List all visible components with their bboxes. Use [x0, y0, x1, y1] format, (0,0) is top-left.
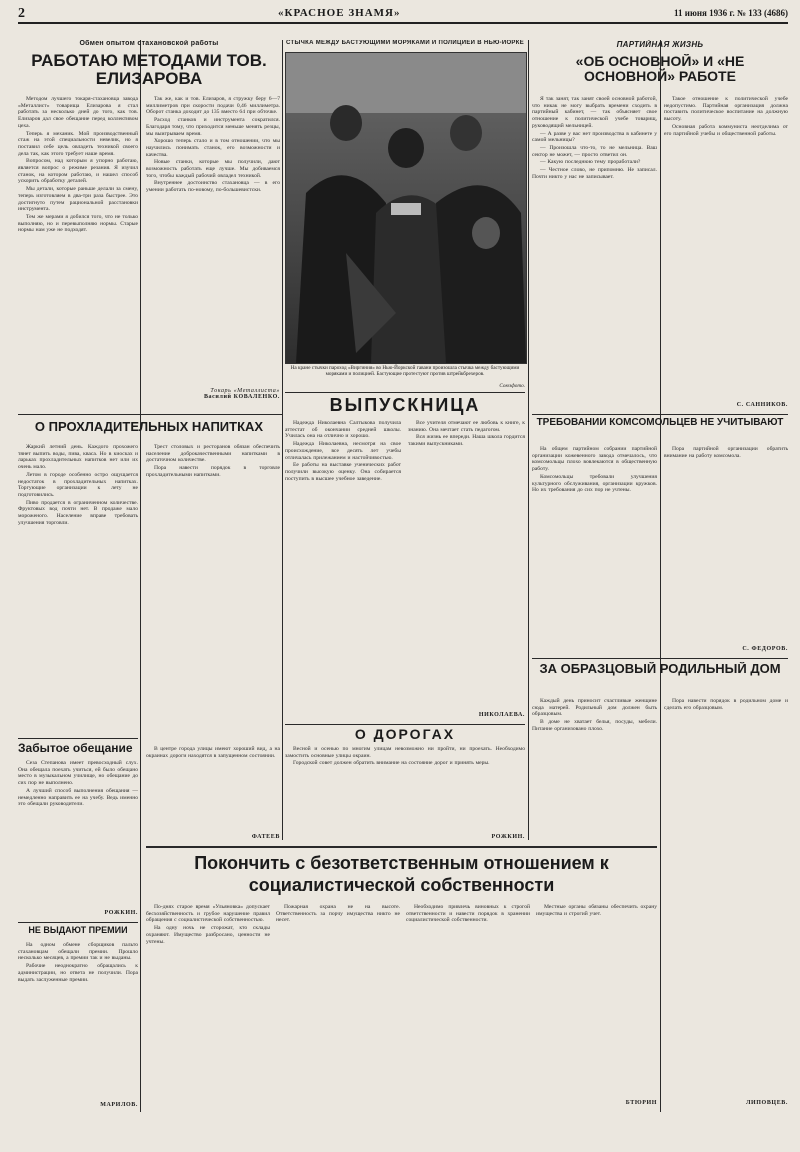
signature: БТЮРИН — [625, 1100, 657, 1106]
separator — [146, 846, 657, 848]
headline: О ПРОХЛАДИТЕЛЬНЫХ НАПИТКАХ — [34, 420, 264, 434]
kicker-text: СТЫЧКА МЕЖДУ БАСТУЮЩИМИ МОРЯКАМИ И ПОЛИЦИЕЙ В НЬЮ-ЙОРКЕ — [286, 40, 524, 46]
paragraph: — Произошла что-то, то не мельница. Ваш сектор не может, — просто ответил он. — [532, 144, 657, 158]
article4-title — [18, 926, 138, 940]
paragraph: Вопросом, над которым я упорно работаю, является вопрос о режиме резания. Я изучил станок, на котором работаю, и нашел способ ускорить обработку деталей. — [18, 158, 138, 185]
article10-body-col3 — [406, 904, 530, 1110]
article1-body-right — [146, 96, 280, 386]
photo-credit: Союзфото. — [499, 383, 525, 389]
paragraph: Рабочие неоднократно обращались к администрации, но ответа не получили. Пора выдать заслуженные премии. — [18, 963, 138, 983]
paragraph: На одном обмене сборщиков пальто стахановцам обещали премии. Прошло несколько месяцев, а премии так и не выданы. — [18, 942, 138, 962]
paragraph: — Какую последнюю тему проработали? — [540, 159, 641, 166]
paragraph: — А разве у вас нет производства в кабинете у самой мельницы? — [532, 130, 657, 144]
paragraph: Такое отношение к политической учебе недопустимо. Партийная организация должна поставить политическое воспитание на должную высоту. — [664, 96, 788, 123]
issue-date: 11 июня 1936 г. № 133 (4686) — [674, 8, 788, 18]
paragraph: Так же, как и тов. Елизаров, я стружку беру 6—7 миллиметров при скорости подачи 0,46 миллиметра. Оборот станка доходит до 135 вместо 64 при обточке. — [146, 96, 280, 116]
article7-title — [285, 396, 525, 422]
signature: ЛИПОВЦЕВ. — [745, 1100, 788, 1106]
article9-signature — [664, 1100, 788, 1110]
paragraph: Я так занят, так занят своей основной работой, что никак не могу выбрать времени сходить в партийный кабинет, — так объясняет свое отношение к политической учебе товарищ, руководящий мельницей. — [532, 96, 657, 129]
article7-body-left — [285, 420, 401, 710]
paragraph: Трест столовых и ресторанов обязан обеспечить население доброкачественными напитками в достаточном количестве. — [146, 444, 280, 464]
article8-signature-left — [146, 834, 280, 844]
article2-body-right — [146, 444, 280, 734]
paragraph: Тем же мерами я добился того, что не только выполняю, но и перевыполняю нормы. Старые нормы нам уже не подходят. — [18, 213, 138, 234]
paragraph: На одну ночь не сторожат, кто склады охраняют. Имущество разбросано, ценности не учтены. — [146, 925, 270, 945]
paragraph: Все учителя отмечают ее любовь к книге, к знанию. Она мечтает стать педагогом. — [408, 420, 525, 433]
paragraph: Комсомольцы требовали улучшения культурного обслуживания, организации кружков. Но их требования до сих пор не учтены. — [532, 473, 657, 494]
article8-title — [285, 727, 525, 747]
article10-body-col2 — [276, 904, 400, 1110]
paragraph: Надежда Николаевна Салтыкова получила аттестат об окончании средней школы. Училась она на отлично и хорошо. — [285, 420, 401, 440]
paragraph: Жаркий летний день. Каждого прохожего тянет выпить воды, пива, кваса. Но в киосках и ларьках прохладительных напитков нет или их очень мало. — [18, 444, 138, 471]
paragraph: Местные органы обязаны обеспечить охрану имущества и строгий учет. — [536, 904, 657, 917]
separator — [285, 724, 525, 725]
article7-body-right — [408, 420, 525, 710]
article9-body-right — [664, 698, 788, 1098]
paragraph: Сеза Степанова имеет превосходный слух. Она обещала поехать учиться, ей было обещано место в музыкальном училище, но обещание до сих пор не выполнено. — [18, 760, 138, 787]
article6-title — [532, 418, 788, 444]
paragraph: Пиво продается в ограниченном количестве. Фруктовых вод почти нет. В продаже мало мороженого. Население вправе требовать улучшения торговли. — [18, 499, 138, 526]
article5-body-left — [532, 96, 657, 411]
article6-body-left — [532, 446, 657, 656]
signature: С. САННИКОВ. — [736, 402, 788, 408]
paragraph: Необходимо привлечь виновных к строгой ответственности и навести порядок в хранении социалистической собственности. — [406, 904, 530, 924]
article4-body — [18, 942, 138, 1102]
newspaper-name: «КРАСНОЕ ЗНАМЯ» — [278, 7, 401, 19]
paragraph: Надежда Николаевна, несмотря на свое происхождение, все десять лет учебы отличалась прилежанием и настойчивостью. — [285, 441, 401, 461]
paragraph: Методом лучшего токаря-стахановца завода «Металлист» товарища Елизарова я стал работать за несколько дней до того, как тов. Елизаров дал свое обещание перед коллективом цеха. — [18, 96, 138, 129]
kicker-text: Обмен опытом стахановской работы — [79, 40, 219, 47]
separator — [18, 922, 138, 923]
signature-role: Токарь «Металлиста» — [210, 388, 280, 394]
article4-signature — [18, 1102, 138, 1112]
article10-title — [146, 852, 657, 898]
page-number: 2 — [18, 6, 25, 21]
article6-body-right — [664, 446, 788, 646]
paragraph: Мы детали, которые раньше делали за смену, теперь изготовляем в два-три раза быстрее. Это достигнуто путем рациональной расстановки инструмента. — [18, 186, 138, 213]
headline: ЗА ОБРАЗЦОВЫЙ РОДИЛЬНЫЙ ДОМ — [539, 662, 781, 676]
article3-body — [18, 760, 138, 910]
masthead — [18, 8, 788, 24]
headline: Покончить с безответственным отношением к социалистической собственности — [194, 853, 609, 895]
headline: РАБОТАЮ МЕТОДАМИ ТОВ. ЕЛИЗАРОВА — [31, 52, 267, 88]
article9-title — [532, 662, 788, 696]
article9-body-left — [532, 698, 657, 838]
paragraph: А лучший способ выполнения обещания — немедленно направить ее на учебу. Ведь именно это обещали руководители. — [18, 787, 138, 808]
article3-signature — [18, 910, 138, 920]
paragraph: Весной и осенью по многим улицам невозможно ни пройти, ни проехать. Необходимо замостить основные улицы окраин. — [285, 746, 525, 759]
paragraph: Городской совет должен обратить внимание на состояние дорог и принять меры. — [293, 760, 490, 767]
article5-signature — [664, 402, 788, 412]
article10-signature — [536, 1100, 657, 1110]
signature: С. ФЕДОРОВ. — [742, 646, 788, 652]
column-rule — [528, 40, 529, 840]
paragraph: Теперь я механик. Мой производственный стаж на этой специальности невелик, но я поставил себе цель овладеть техникой своего дела так, как этого требует наше время. — [18, 130, 138, 157]
paragraph: Внутреннее достоинство стахановца — в его умении работать по-новому, по-большевистски. — [146, 180, 280, 194]
photo-image — [286, 53, 526, 363]
article1-signature — [146, 388, 280, 410]
article5-body-right — [664, 96, 788, 401]
headline: О ДОРОГАХ — [354, 727, 456, 742]
article2-body-left — [18, 444, 138, 734]
paragraph: — Честное слово, не припомню. Не записал. Почти никто у нас не записывает. — [532, 167, 657, 180]
article10-body-col1 — [146, 904, 270, 1110]
separator — [532, 658, 788, 659]
photo-kicker — [285, 40, 525, 50]
paragraph: Расход станков и инструмента сократился. Благодаря тому, что приходится меньше менять резцы, мы выигрываем время. — [146, 117, 280, 137]
headline: Забытое обещание — [18, 742, 133, 755]
paragraph: Пожарная охрана не на высоте. Ответственность за порчу имущества никто не несет. — [276, 904, 400, 924]
separator — [18, 738, 138, 739]
separator — [285, 392, 525, 393]
signature: МАРИЛОВ. — [100, 1102, 138, 1108]
section-label: ПАРТИЙНАЯ ЖИЗНЬ — [616, 40, 704, 49]
column-rule — [282, 40, 283, 840]
paragraph: В доме не хватает белья, посуды, мебели. Питание организовано плохо. — [532, 719, 657, 732]
signature: РОЖКИН. — [104, 910, 138, 916]
paragraph: Ее работы на выставке ученических работ получили высокую оценку. Она собирается поступить в высшее учебное заведение. — [285, 462, 401, 482]
article8-signature-right — [408, 834, 525, 844]
paragraph: Пора партийной организации обратить внимание на работу комсомола. — [664, 446, 788, 459]
article1-body-left — [18, 96, 138, 396]
paragraph: Пора навести порядок в торговле прохладительными напитками. — [146, 465, 280, 478]
article1-title — [18, 52, 280, 92]
paragraph: На общем партийном собрании партийной организации кожевенного завода отмечалось, что комсомольцы плохо вовлекаются в общественную работу. — [532, 446, 657, 473]
paragraph: По-днях старое время «Ульяновка» допускает бесхозяйственность и грубое нарушение правил обращения с социалистической собственностью. — [146, 904, 270, 924]
separator — [532, 414, 788, 415]
paragraph: Хорошо теперь стало и в том отношении, что мы научились понимать станок, его возможности и качества. — [146, 138, 280, 158]
article8-body-left — [146, 746, 280, 834]
separator — [18, 414, 282, 415]
paragraph: Вся жизнь ее впереди. Наша школа гордится такими выпускниками. — [408, 434, 525, 448]
photo-caption: На кране стычки пароход «Виргиния» во Нью-Йоркской гавани произошла стычка между бастующими моряками и полицией. Бастующие протестуют против штрейкбрехеров. — [290, 365, 520, 377]
signature: НИКОЛАЕВА. — [478, 712, 525, 718]
paragraph: Основная работа коммуниста неотделима от его партийной учебы и общественной работы. — [664, 123, 788, 137]
article2-title — [18, 420, 280, 440]
paragraph: Пора навести порядок в родильном доме и сделать его образцовым. — [664, 698, 788, 711]
paragraph: Новые станки, которые мы получили, дают возможность работать еще лучше. Мы добиваемся того, чтобы каждый рабочий овладел техникой. — [146, 159, 280, 179]
headline: НЕ ВЫДАЮТ ПРЕМИИ — [28, 926, 128, 935]
column-rule — [140, 40, 141, 1112]
news-photo — [285, 52, 527, 364]
signature-name: Василий КОВАЛЕНКО. — [203, 394, 280, 400]
article8-body-right — [285, 746, 525, 834]
article7-signature — [408, 712, 525, 722]
signature: ФАТЕЕВ — [251, 834, 280, 840]
article5-title — [532, 54, 788, 94]
paragraph: Летом в городе особенно остро ощущается недостаток в прохладительных напитках. Торгующие организации к лету не подготовились. — [18, 471, 138, 498]
article3-title — [18, 742, 138, 762]
paragraph: В центре города улицы имеют хороший вид, а на окраинах дороги находятся в запущенном состоянии. — [146, 746, 280, 759]
signature: РОЖКИН. — [491, 834, 525, 840]
article6-signature — [664, 646, 788, 656]
column-rule — [660, 40, 661, 1112]
headline: «ОБ ОСНОВНОЙ» И «НЕ ОСНОВНОЙ» РАБОТЕ — [575, 54, 745, 84]
headline: ТРЕБОВАНИЙ КОМСОМОЛЬЦЕВ НЕ УЧИТЫВАЮТ — [536, 418, 784, 428]
article5-kicker — [532, 40, 788, 52]
article10-body-col4 — [536, 904, 657, 1100]
headline: ВЫПУСКНИЦА — [329, 396, 481, 415]
paragraph: Каждый день приносит счастливые женщине сюда матерей. Родильный дом должен быть образцовым. — [532, 698, 657, 718]
